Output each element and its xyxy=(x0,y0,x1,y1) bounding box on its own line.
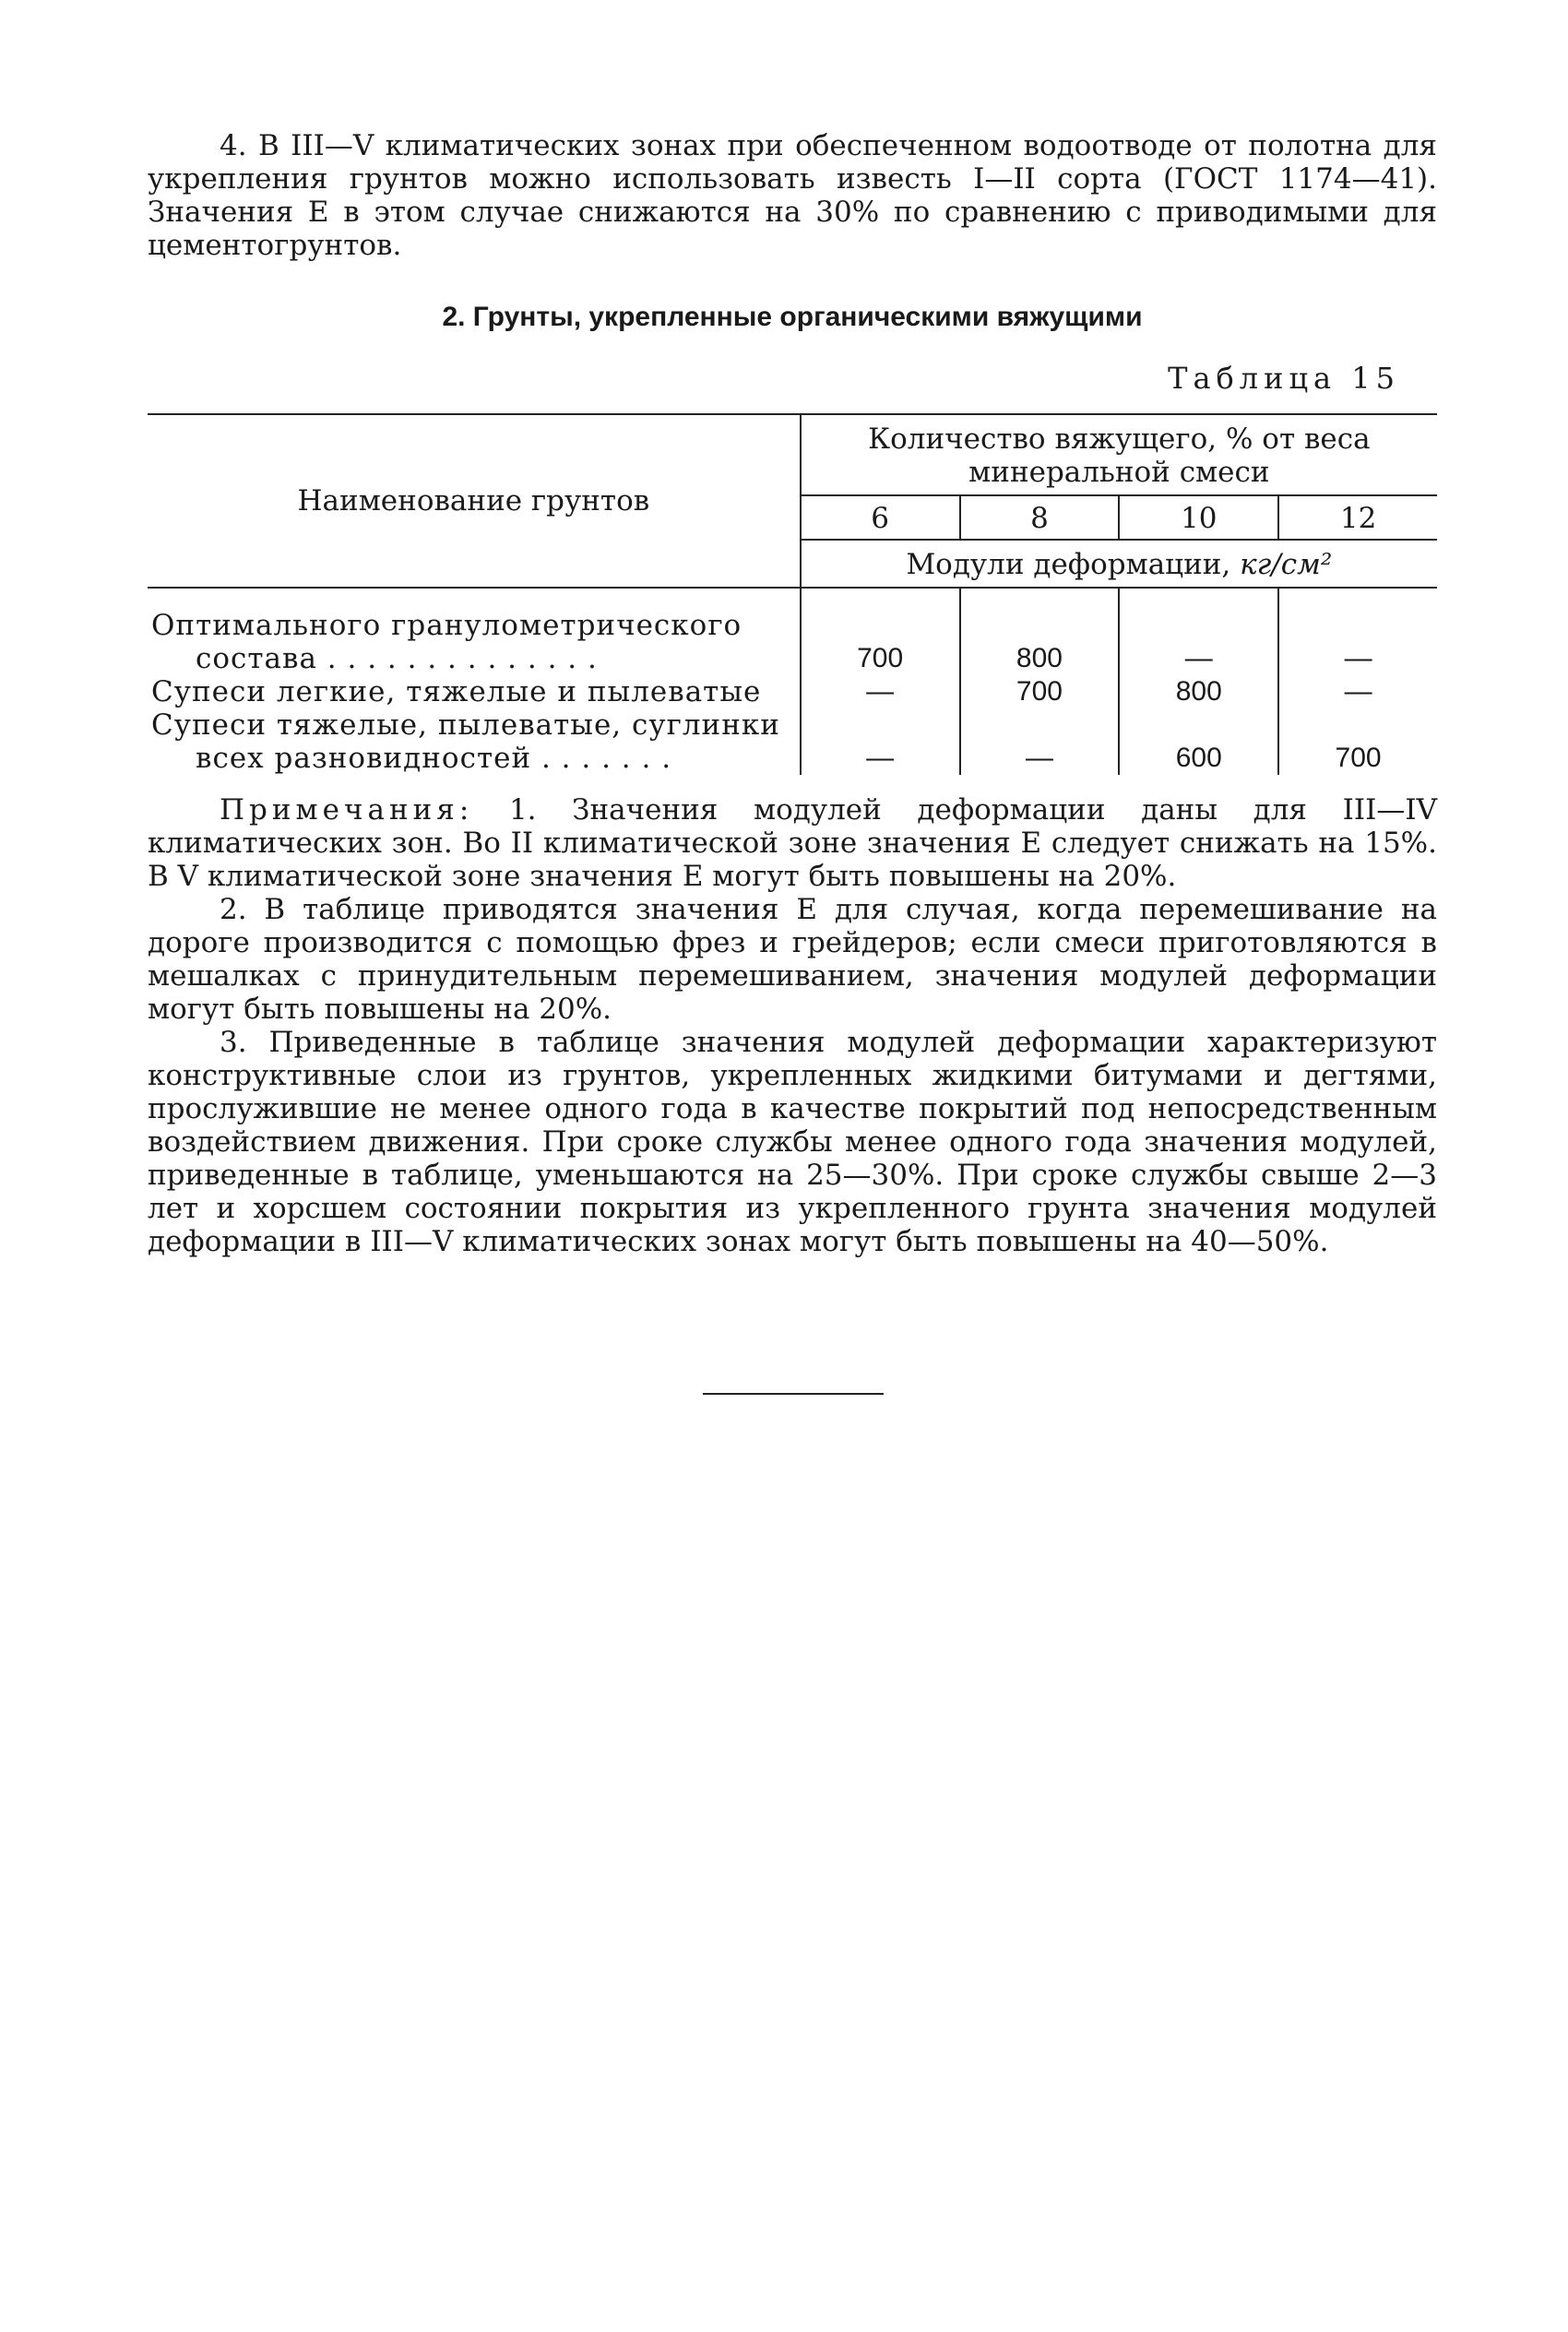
value-cell: 800 xyxy=(960,609,1120,675)
value-cell: — xyxy=(1119,609,1278,675)
row-name-line: состава . . . . . . . . . . . . . . xyxy=(196,642,598,675)
table-row xyxy=(148,675,1437,708)
row-name-cell xyxy=(148,609,801,675)
modulus-caption: Модули деформации, xyxy=(906,548,1231,581)
modulus-table xyxy=(148,413,1437,775)
row-name-line: Супеси тяжелые, пылеватые, суглинки xyxy=(151,708,780,742)
percent-header: 6 xyxy=(801,495,960,540)
percent-header: 10 xyxy=(1119,495,1278,540)
modulus-unit: кг/см² xyxy=(1240,548,1333,581)
intro-paragraph: 4. В III—V климатических зонах при обеспеченном водоотводе от полотна для укрепления грунтов можно использовать известь I—II сорта (ГОСТ 1174—41). Значения E в этом случае снижаются на 30% по сравнению с приводимыми для цементогрунтов. xyxy=(148,129,1437,262)
notes-block xyxy=(148,793,1437,1258)
note-1-text: 1. Значения модулей деформации даны для III—IV климатических зон. Во II климатической зоне значения E следует снижать на 15%. В V климатической зоне значения E могут быть повышены на 20%. xyxy=(148,793,1437,893)
value-cell: — xyxy=(1344,676,1372,707)
value-cell: — xyxy=(1344,643,1372,673)
table-row xyxy=(148,708,1437,775)
value-cell: — xyxy=(801,675,960,708)
note-2: 2. В таблице приводятся значения E для случая, когда перемешивание на дороге производится с помощью фрез и грейдеров; если смеси приготовляются в мешалках с принудительным перемешиванием, значения модулей деформации могут быть повышены на 20%. xyxy=(148,893,1437,1026)
value-cell: 700 xyxy=(801,609,960,675)
end-rule xyxy=(703,1393,884,1395)
notes-heading: Примечания: xyxy=(220,793,474,827)
row-name-cell xyxy=(148,675,801,708)
value-cell: 700 xyxy=(1335,743,1382,773)
row-name-line: всех разновидностей . . . . . . . xyxy=(196,742,672,775)
table-label: Таблица 15 xyxy=(1168,361,1400,396)
value-cell: 600 xyxy=(1119,708,1278,775)
document-page xyxy=(148,129,1437,1258)
row-name-cell xyxy=(148,708,801,775)
row-name-line: Супеси легкие, тяжелые и пылеватые xyxy=(151,675,762,708)
value-cell: — xyxy=(960,708,1120,775)
value-cell: — xyxy=(801,708,960,775)
row-name-line: Оптимального гранулометрического xyxy=(151,609,742,642)
section-title: 2. Грунты, укрепленные органическими вяжущими xyxy=(442,302,1143,332)
note-3: 3. Приведенные в таблице значения модулей деформации характеризуют конструктивные слои из грунтов, укрепленных жидкими битумами и дегтями, прослужившие не менее одного года в качестве покрытий под непосредственным воздействием движения. При сроке службы менее одного года значения модулей, приведенные в таблице, уменьшаются на 25—30%. При сроке службы свыше 2—3 лет и хорсшем состоянии покрытия из укрепленного грунта значения модулей деформации в III—V климатических зонах могут быть повышены на 40—50%. xyxy=(148,1026,1437,1258)
table-row xyxy=(148,609,1437,675)
modulus-header xyxy=(801,540,1437,588)
value-cell: 700 xyxy=(960,675,1120,708)
percent-header: 8 xyxy=(960,495,1120,540)
note-1 xyxy=(148,793,1437,893)
value-cell: 800 xyxy=(1119,675,1278,708)
percent-header: 12 xyxy=(1278,495,1437,540)
binder-column-header: Количество вяжущего, % от веса минеральной смеси xyxy=(801,414,1437,495)
name-column-header: Наименование грунтов xyxy=(148,414,801,588)
